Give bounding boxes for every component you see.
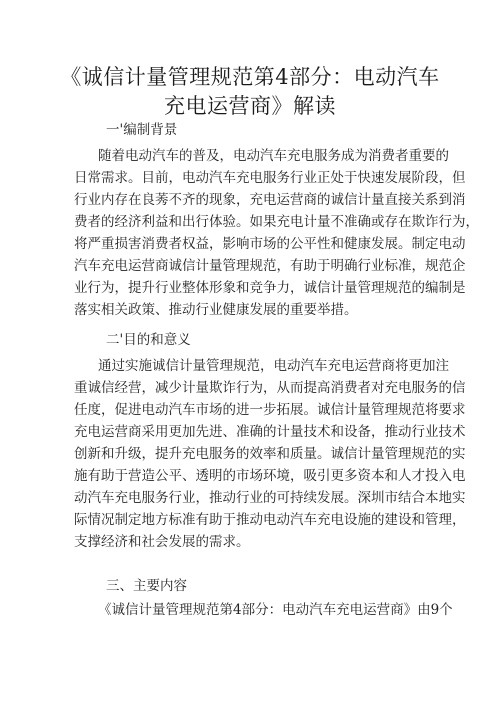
paragraph-line: 日常需求。目前，电动汽车充电服务行业正处于快速发展阶段，但 [74,170,466,186]
paragraph-line: 随着电动汽车的普及，电动汽车充电服务成为消费者重要的 [98,148,449,164]
document-title-line-2: 充电运营商》解读 [164,94,336,118]
paragraph-line: 落实相关政策、推动行业健康发展的重要举措。 [74,302,358,318]
paragraph-line: 创新和升级，提升充电服务的效率和质量。诚信计量管理规范的实 [74,446,466,462]
paragraph-line: 际情况制定地方标准有助于推动电动汽车充电设施的建设和管理， [74,512,466,528]
paragraph-line: 通过实施诚信计量管理规范，电动汽车充电运营商将更加注 [98,358,449,374]
paragraph-line: 任度，促进电动汽车市场的进一步拓展。诚信计量管理规范将要求 [74,402,466,418]
section-heading-purpose: 二'目的和意义 [106,332,191,348]
paragraph-line: 动汽车充电服务行业，推动行业的可持续发展。深圳市结合本地实 [74,490,466,506]
document-title-line-1: 《诚信计量管理规范第4部分：电动汽车 [60,65,440,89]
section-heading-background: 一'编制背景 [106,122,178,138]
section-heading-content: 三、主要内容 [106,578,187,594]
paragraph-line: 费者的经济利益和出行体验。如果充电计量不准确或存在欺诈行为， [74,214,479,230]
paragraph-line: 《诚信计量管理规范第4部分：电动汽车充电运营商》由9个 [98,602,453,618]
paragraph-line: 充电运营商采用更加先进、准确的计量技术和设备，推动行业技术 [74,424,466,440]
paragraph-line: 施有助于营造公平、透明的市场环境，吸引更多资本和人才投入电 [74,468,466,484]
paragraph-line: 支撑经济和社会发展的需求。 [74,534,250,550]
paragraph-line: 将严重损害消费者权益，影响市场的公平性和健康发展。制定电动 [74,236,466,252]
paragraph-line: 汽车充电运营商诚信计量管理规范，有助于明确行业标准，规范企 [74,258,466,274]
paragraph-line: 行业内存在良莠不齐的现象，充电运营商的诚信计量直接关系到消 [74,192,466,208]
paragraph-line: 业行为，提升行业整体形象和竞争力，诚信计量管理规范的编制是 [74,280,466,296]
paragraph-line: 重诚信经营，减少计量欺诈行为，从而提高消费者对充电服务的信 [74,380,466,396]
